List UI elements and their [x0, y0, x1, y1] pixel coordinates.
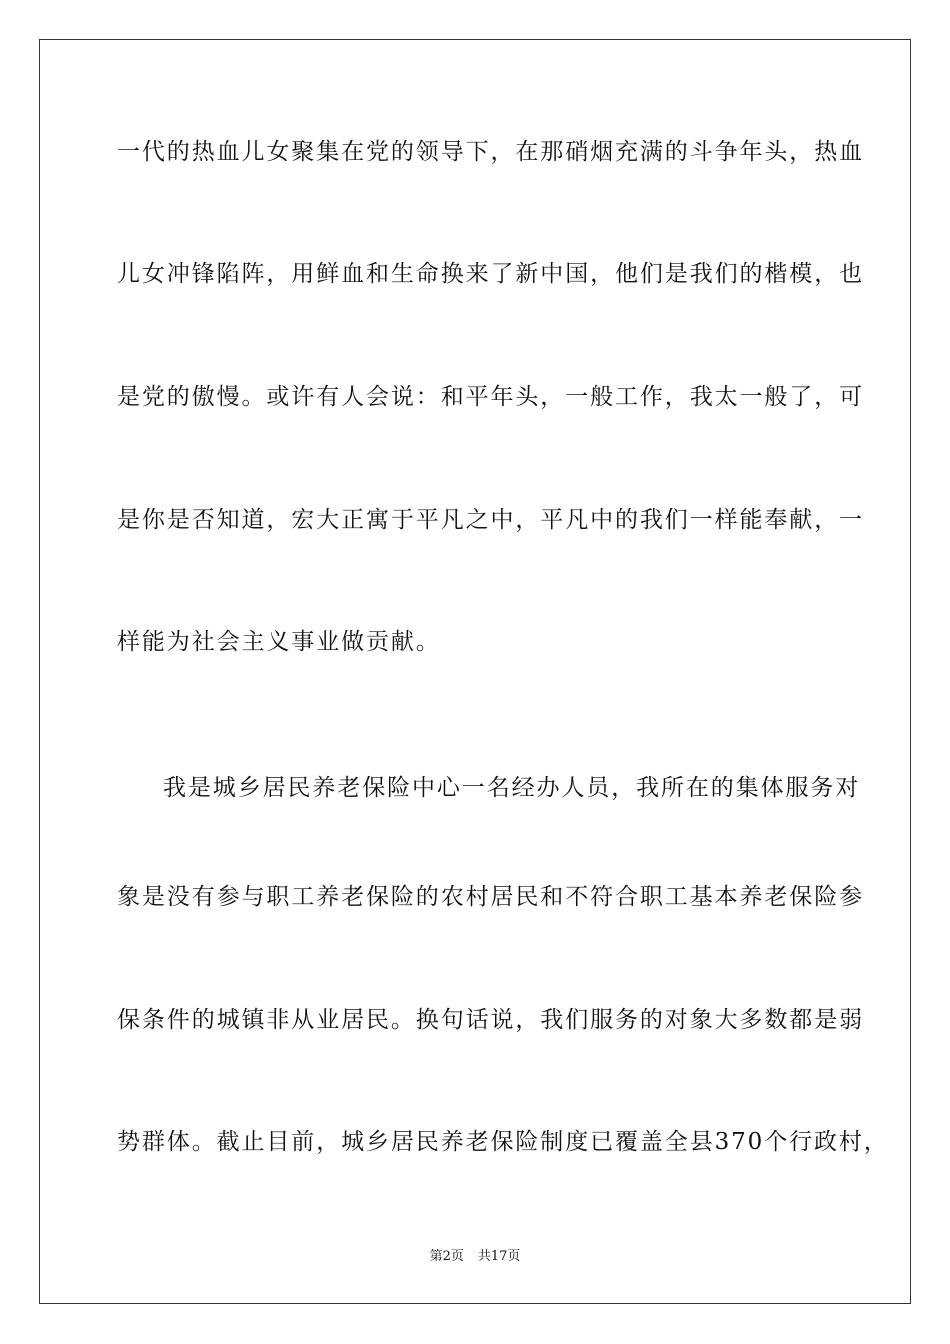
page-footer	[0, 1248, 950, 1266]
paragraph-first-line: 我是城乡居民养老保险中心一名经办人员，我所在的集体服务对	[163, 775, 861, 801]
page-number: 第2页	[429, 1249, 464, 1264]
text-line: 是党的傲慢。或许有人会说：和平年头，一般工作，我太一般了，可	[117, 384, 864, 410]
text-line: 儿女冲锋陷阵，用鲜血和生命换来了新中国，他们是我们的楷模，也	[117, 261, 864, 287]
page-total: 共17页	[477, 1249, 521, 1264]
text-line: 一代的热血儿女聚集在党的领导下，在那硝烟充满的斗争年头，热血	[117, 139, 864, 165]
text-line: 势群体。截止目前，城乡居民养老保险制度已覆盖全县370个行政村，	[117, 1129, 889, 1155]
text-line: 保条件的城镇非从业居民。换句话说，我们服务的对象大多数都是弱	[117, 1007, 864, 1033]
text-line: 是你是否知道，宏大正寓于平凡之中，平凡中的我们一样能奉献，一	[117, 507, 864, 533]
text-line: 样能为社会主义事业做贡献。	[117, 629, 441, 655]
text-line: 象是没有参与职工养老保险的农村居民和不符合职工基本养老保险参	[117, 884, 864, 910]
page-border	[39, 39, 911, 1304]
